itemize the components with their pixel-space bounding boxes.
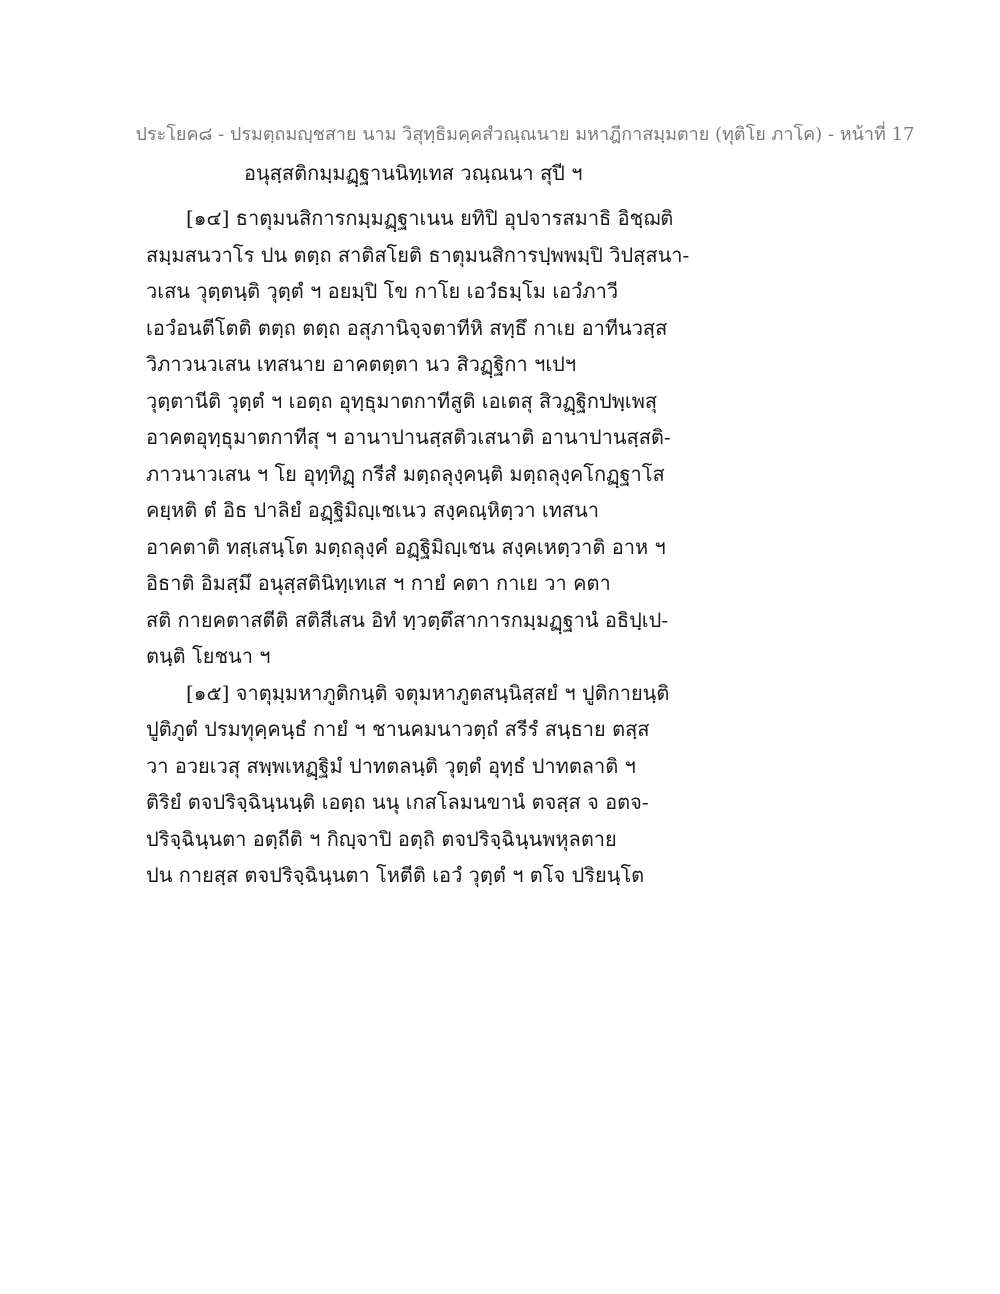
text-line: วิภาวนวเสน เทสนาย อาคตตฺตา นว สิวฏฺฐิกา ฯเปฯ [146, 352, 577, 376]
text-line: วุตฺตานีติ วุตฺตํ ฯ เอตฺถ อุทฺธุมาตกาทีสูติ เอเตสุ สิวฏฺฐิกปพฺเพสุ [146, 388, 658, 413]
paragraph-15 [146, 675, 866, 894]
running-header: ประโยค๘ - ปรมตฺถมญฺชสาย นาม วิสุทฺธิมคฺคสํวณฺณนาย มหาฎีกาสมฺมตาย (ทุติโย ภาโค) - หน้าที่ 17 [135, 124, 915, 145]
text-line: วา อวยเวสุ สพฺพเหฏฺฐิมํ ปาทตลนฺติ วุตฺตํ อุทฺธํ ปาทตลาติ ฯ [146, 753, 636, 778]
paragraph-14 [146, 200, 866, 675]
text-line: วเสน วุตฺตนฺติ วุตฺตํ ฯ อยมฺปิ โข กาโย เอวํธมฺโม เอวํภาวี [146, 279, 619, 303]
text-line: สมฺมสนวาโร ปน ตตฺถ สาติสโยติ ธาตุมนสิการปฺพพมฺปิ วิปสฺสนา- [146, 242, 690, 267]
text-line: อาคตอุทฺธุมาตกาทีสุ ฯ อานาปานสฺสติวเสนาติ อานาปานสฺสติ- [146, 425, 671, 449]
body-text [146, 200, 866, 894]
text-line: สติ กายคตาสตีติ สติสีเสน อิทํ ทฺวตฺตึสาการกมฺมฏฺฐานํ อธิปฺเป- [146, 607, 669, 632]
text-line: อาคตาติ ทสฺเสนฺโต มตฺถลุงฺคํ อฏฺฐิมิญฺเชน สงฺคเหตฺวาติ อาห ฯ [146, 534, 666, 559]
text-line: ติริยํ ตจปริจฺฉินฺนนฺติ เอตฺถ นนุ เกสโลมนขานํ ตจสฺส จ อตจ- [146, 790, 649, 814]
text-line: ปริจฺฉินฺนตา อตฺถีติ ฯ กิญฺจาปิ อตฺถิ ตจปริจฺฉินฺนพหุลตาย [146, 826, 617, 851]
text-line: อิธาติ อิมสฺมึ อนุสฺสตินิทฺเทเส ฯ กายํ คตา กาเย วา คตา [146, 571, 611, 595]
text-line: [๑๔] ธาตุมนสิการกมฺมฏฺฐาเนน ยทิปิ อุปจารสมาธิ อิชฺฌติ [186, 206, 674, 230]
text-line: ปน กายสฺส ตจปริจฺฉินฺนตา โหตีติ เอวํ วุตฺตํ ฯ ตโจ ปริยนฺโต [146, 863, 645, 887]
text-line: เอวํอนตีโตติ ตตฺถ ตตฺถ อสุภานิจฺจตาทีหิ สทฺธึ กาเย อาทีนวสฺส [146, 315, 668, 340]
text-line: ปูติภูตํ ปรมทุคฺคนฺธํ กายํ ฯ ชานคมนาวตฺถํ สรีรํ สนฺธาย ตสฺส [146, 717, 650, 741]
section-title: อนุสฺสติกมฺมฏฺฐานนิทฺเทส วณฺณนา สุปี ฯ [244, 161, 583, 185]
text-line: [๑๕] จาตุมฺมหาภูติกนฺติ จตุมหาภูตสนฺนิสฺสยํ ฯ ปูติกายนฺติ [186, 680, 670, 705]
text-line: ภาวนาวเสน ฯ โย อุทฺทิฏฺ กรีสํ มตฺถลุงฺคนฺติ มตฺถลุงฺคโกฏฺฐาโส [146, 461, 665, 486]
text-line: คยฺหติ ตํ อิธ ปาลิยํ อฏฺฐิมิญฺเชเนว สงฺคณฺหิตฺวา เทสนา [146, 498, 600, 522]
text-line: ตนฺติ โยชนา ฯ [146, 644, 271, 668]
